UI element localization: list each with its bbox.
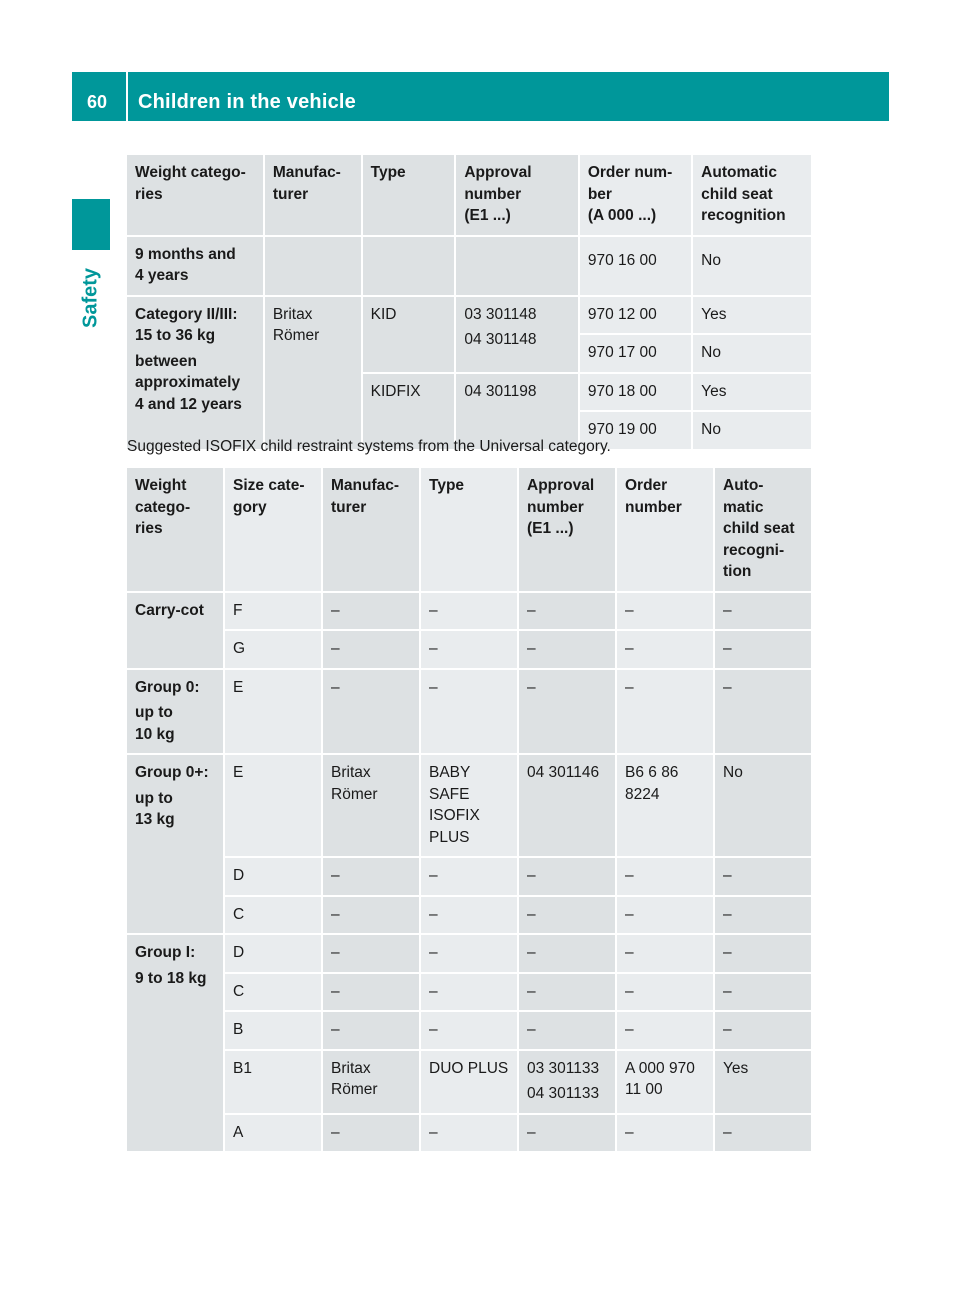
table-row (127, 897, 811, 934)
cell-dash: – (715, 974, 811, 1011)
chapter-title: Children in the vehicle (138, 91, 356, 113)
header-weight: Weight catego- ries (127, 468, 223, 591)
cell-dash: – (617, 974, 713, 1011)
cell-dash: – (421, 935, 517, 972)
table-row (127, 670, 811, 754)
cell-approval: 03 301148 04 301148 (456, 297, 578, 372)
cell-dash: – (323, 631, 419, 668)
cell-auto: No (715, 755, 811, 856)
table-row (127, 1115, 811, 1152)
cell-approval: 04 301198 (456, 374, 578, 449)
cell-type: KID (363, 297, 455, 372)
cell-dash: – (617, 670, 713, 754)
cell-dash: – (715, 593, 811, 630)
cell-size: D (225, 935, 321, 972)
cell-auto: No (693, 412, 811, 449)
header-approval: Approval number (E1 ...) (519, 468, 615, 591)
cell-dash: – (323, 974, 419, 1011)
cell-type: DUO PLUS (421, 1051, 517, 1113)
caption: Suggested ISOFIX child restraint systems from the Universal category. (127, 438, 611, 455)
cell-size: B (225, 1012, 321, 1049)
page-number: 60 (87, 92, 108, 112)
cell-dash: – (617, 858, 713, 895)
cell-dash: – (519, 593, 615, 630)
cell-dash: – (519, 974, 615, 1011)
cell-weight: Category II/III: 15 to 36 kg between approximately 4 and 12 years (127, 297, 263, 449)
cell-order: B6 6 86 8224 (617, 755, 713, 856)
cell-dash: – (519, 1012, 615, 1049)
cell-dash: – (715, 1012, 811, 1049)
table-header-row (127, 468, 811, 591)
cell-type: BABY SAFE ISOFIX PLUS (421, 755, 517, 856)
cell-order: 970 19 00 (580, 412, 691, 449)
cell-dash: – (617, 935, 713, 972)
cell-dash: – (715, 1115, 811, 1152)
cell-dash: – (617, 1012, 713, 1049)
cell-order: 970 12 00 (580, 297, 691, 334)
cell-order: 970 18 00 (580, 374, 691, 411)
cell-dash: – (421, 1012, 517, 1049)
cell-dash: – (323, 670, 419, 754)
cell-dash: – (715, 631, 811, 668)
header-auto: Automatic child seat recognition (693, 155, 811, 235)
side-tab (72, 258, 110, 338)
cell-dash: – (715, 858, 811, 895)
cell-dash: – (421, 858, 517, 895)
cell-dash: – (519, 631, 615, 668)
cell-dash: – (323, 935, 419, 972)
cell-dash: – (519, 935, 615, 972)
cell-manufacturer: Britax Römer (323, 755, 419, 856)
cell-dash: – (421, 974, 517, 1011)
cell-dash: – (519, 670, 615, 754)
table-row (127, 974, 811, 1011)
cell-dash: – (617, 631, 713, 668)
cell-dash: – (519, 1115, 615, 1152)
table-row (127, 237, 811, 295)
cell-dash: – (421, 670, 517, 754)
cell-dash: – (421, 593, 517, 630)
table-row (127, 631, 811, 668)
cell-order: A 000 970 11 00 (617, 1051, 713, 1113)
cell-size: E (225, 755, 321, 856)
cell-auto: Yes (715, 1051, 811, 1113)
table-row (127, 858, 811, 895)
cell-dash: – (421, 1115, 517, 1152)
cell-auto: Yes (693, 297, 811, 334)
cell-auto: No (693, 335, 811, 372)
table-row (127, 1012, 811, 1049)
cell-empty (265, 237, 361, 295)
header-weight: Weight catego- ries (127, 155, 263, 235)
cell-auto: Yes (693, 374, 811, 411)
header-approval: Approval number (E1 ...) (456, 155, 578, 235)
cell-size: A (225, 1115, 321, 1152)
cell-size: D (225, 858, 321, 895)
cell-dash: – (715, 897, 811, 934)
side-label: Safety (79, 267, 102, 329)
table-row (127, 593, 811, 630)
cell-empty (456, 237, 578, 295)
header-manufacturer: Manufac- turer (323, 468, 419, 591)
cell-manufacturer: Britax Römer (323, 1051, 419, 1113)
cell-dash: – (715, 670, 811, 754)
cell-dash: – (323, 593, 419, 630)
child-seat-table-1 (125, 153, 813, 451)
cell-weight: Group 0+: up to 13 kg (127, 755, 223, 933)
cell-manufacturer: Britax Römer (265, 297, 361, 449)
cell-empty (363, 237, 455, 295)
cell-weight: Carry-cot (127, 593, 223, 668)
cell-dash: – (421, 897, 517, 934)
cell-dash: – (421, 631, 517, 668)
header-order: Order number (617, 468, 713, 591)
cell-size: C (225, 897, 321, 934)
cell-order: 970 17 00 (580, 335, 691, 372)
cell-weight: Group 0: up to 10 kg (127, 670, 223, 754)
header-auto: Auto- matic child seat recogni- tion (715, 468, 811, 591)
cell-dash: – (715, 935, 811, 972)
cell-approval: 03 301133 04 301133 (519, 1051, 615, 1113)
side-tab-block (72, 199, 110, 250)
cell-dash: – (617, 593, 713, 630)
header-manufacturer: Manufac- turer (265, 155, 361, 235)
header-type: Type (363, 155, 455, 235)
table-row (127, 755, 811, 856)
cell-size: C (225, 974, 321, 1011)
cell-dash: – (519, 897, 615, 934)
cell-order: 970 16 00 (580, 237, 691, 295)
cell-size: G (225, 631, 321, 668)
cell-type: KIDFIX (363, 374, 455, 449)
header-order: Order num- ber (A 000 ...) (580, 155, 691, 235)
table-row (127, 1051, 811, 1113)
cell-dash: – (617, 897, 713, 934)
isofix-universal-table (125, 466, 813, 1153)
table-row (127, 297, 811, 334)
cell-dash: – (323, 1012, 419, 1049)
table-row (127, 935, 811, 972)
cell-size: B1 (225, 1051, 321, 1113)
cell-size: E (225, 670, 321, 754)
cell-approval: 04 301146 (519, 755, 615, 856)
cell-dash: – (323, 1115, 419, 1152)
header-divider (126, 72, 128, 121)
cell-dash: – (323, 897, 419, 934)
cell-size: F (225, 593, 321, 630)
header-size: Size cate- gory (225, 468, 321, 591)
cell-dash: – (519, 858, 615, 895)
cell-dash: – (323, 858, 419, 895)
cell-dash: – (617, 1115, 713, 1152)
cell-weight: 9 months and 4 years (127, 237, 263, 295)
table-header-row (127, 155, 811, 235)
cell-weight: Group I: 9 to 18 kg (127, 935, 223, 1151)
header-type: Type (421, 468, 517, 591)
cell-auto: No (693, 237, 811, 295)
